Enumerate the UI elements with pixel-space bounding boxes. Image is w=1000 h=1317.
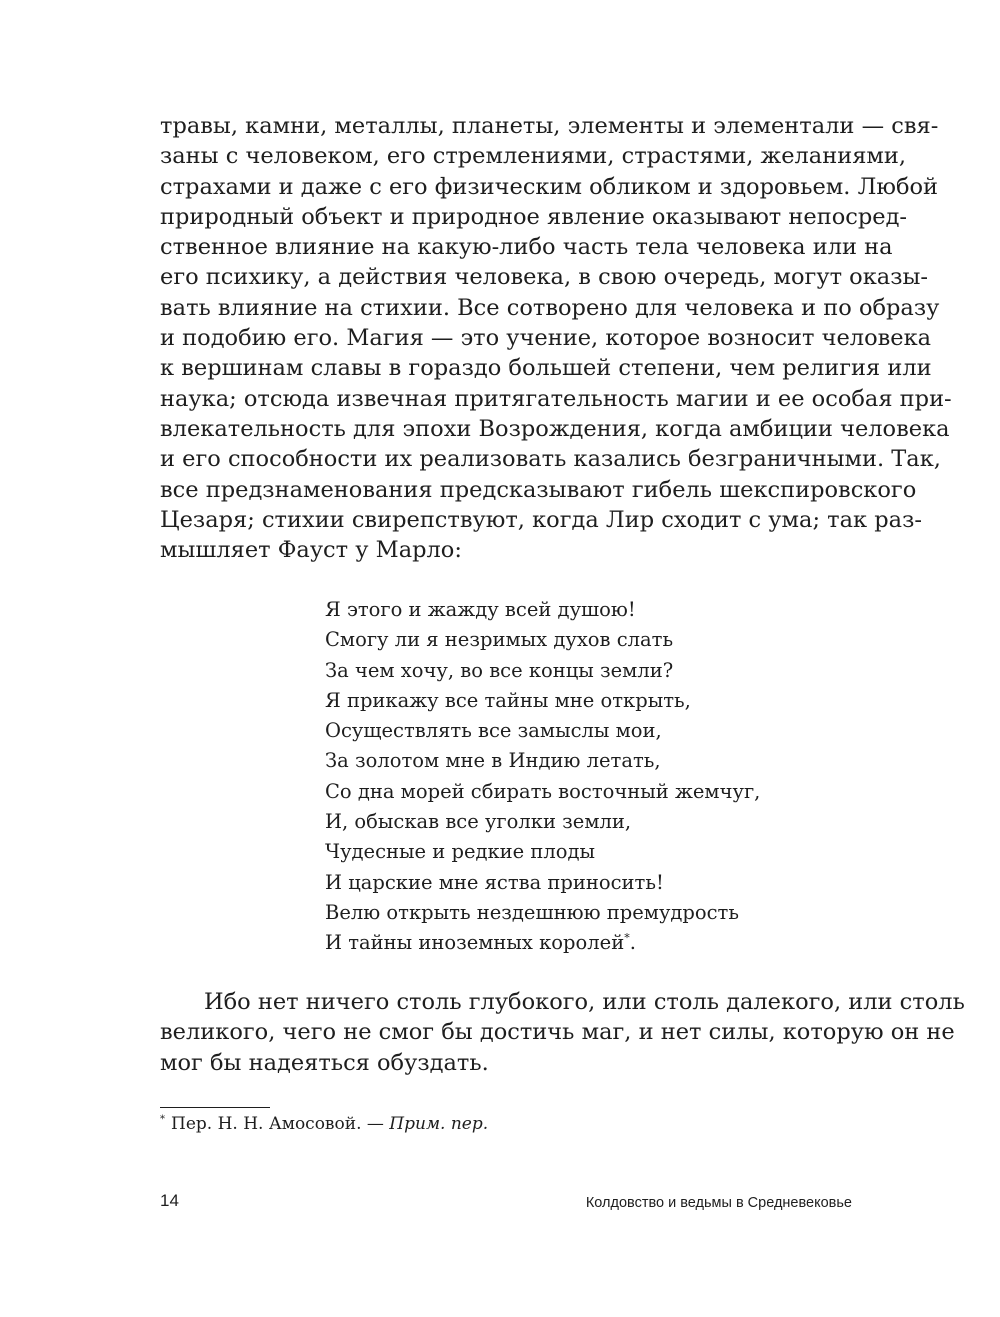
footnote-mark: *: [160, 1114, 165, 1126]
paragraph-line: заны с человеком, его стремлениями, страстями, желаниями,: [160, 143, 907, 170]
paragraph-line: все предзнаменования предсказывают гибель шекспировского: [160, 476, 917, 503]
verse-line: И, обыскав все уголки земли,: [325, 810, 632, 834]
verse-line: За золотом мне в Индию летать,: [325, 749, 661, 773]
verse-line-text: И тайны иноземных королей: [325, 931, 625, 955]
paragraph-line: природный объект и природное явление оказывают непосред-: [160, 203, 908, 230]
verse-line: Я этого и жажду всей душою!: [325, 598, 636, 621]
verse-quote: [325, 595, 760, 959]
closing-paragraph: [160, 987, 965, 1078]
paragraph-line: его психику, а действия человека, в свою очередь, могут оказы-: [160, 264, 928, 291]
footnote: [160, 1112, 488, 1136]
closing-line: Ибо нет ничего столь глубокого, или столь далекого, или столь: [204, 989, 965, 1015]
running-title: Колдовство и ведьмы в Средневековье: [585, 1195, 852, 1211]
paragraph-line: наука; отсюда извечная притягательность магии и ее особая при-: [160, 385, 952, 412]
verse-end-punctuation: .: [629, 931, 636, 955]
footnote-divider: [160, 1107, 270, 1108]
footnote-reference[interactable]: *: [624, 931, 630, 945]
paragraph-line: ственное влияние на какую-либо часть тела человека или на: [160, 234, 893, 261]
paragraph-line: и подобию его. Магия — это учение, которое возносит человека: [160, 325, 932, 352]
verse-line-last: [325, 928, 760, 958]
verse-line: Я прикажу все тайны мне открыть,: [325, 688, 691, 712]
verse-line: Осуществлять все замыслы мои,: [325, 719, 662, 743]
closing-line: великого, чего не смог бы достичь маг, и нет силы, которую он не: [160, 1019, 955, 1046]
verse-line: Велю открыть нездешнюю премудрость: [325, 900, 739, 924]
page-number: 14: [160, 1191, 179, 1210]
verse-line: И царские мне яства приносить!: [325, 870, 664, 894]
paragraph-line: травы, камни, металлы, планеты, элементы и элементали — свя-: [160, 113, 939, 139]
paragraph-line: мышляет Фауст у Марло:: [160, 537, 462, 564]
paragraph-line: Цезаря; стихии свирепствуют, когда Лир сходит с ума; так раз-: [160, 506, 922, 533]
paragraph-line: страхами и даже с его физическим обликом и здоровьем. Любой: [160, 173, 939, 200]
verse-line: Чудесные и редкие плоды: [325, 840, 596, 864]
paragraph-line: и его способности их реализовать казались безграничными. Так,: [160, 446, 941, 473]
verse-line: Смогу ли я незримых духов слать: [325, 628, 674, 652]
closing-line: мог бы надеяться обуздать.: [160, 1049, 489, 1076]
paragraph-line: влекательность для эпохи Возрождения, когда амбиции человека: [160, 415, 950, 442]
paragraph-line: к вершинам славы в гораздо большей степени, чем религия или: [160, 355, 932, 382]
verse-line: За чем хочу, во все концы земли?: [325, 658, 674, 682]
main-paragraph: [160, 111, 952, 565]
paragraph-line: вать влияние на стихии. Все сотворено для человека и по образу: [160, 294, 940, 321]
footnote-text: Пер. Н. Н. Амосовой. —: [171, 1114, 390, 1134]
footnote-italic-note: Прим. пер.: [389, 1114, 489, 1134]
verse-line: Со дна морей сбирать восточный жемчуг,: [325, 779, 761, 803]
